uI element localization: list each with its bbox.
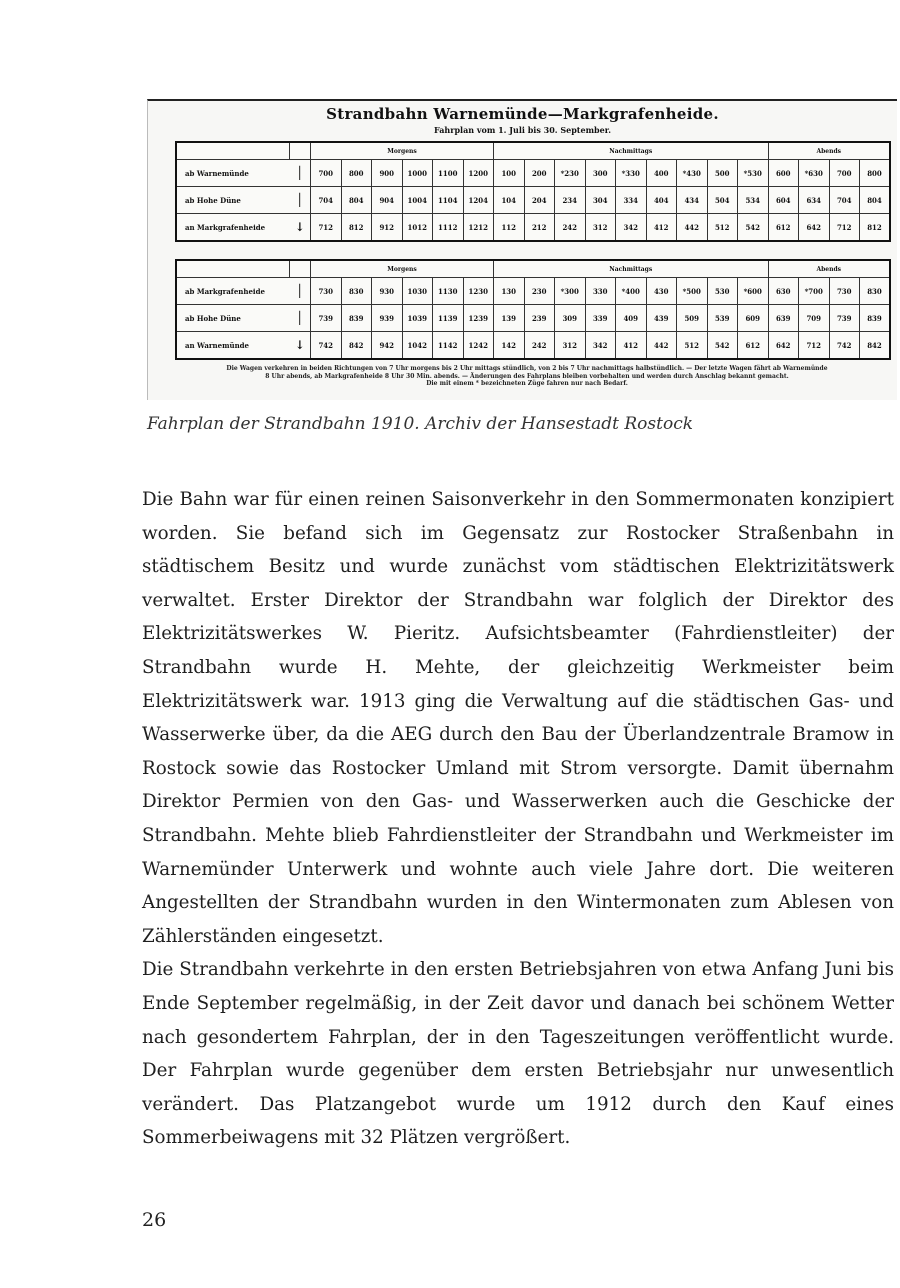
departure-time: 409 (616, 305, 647, 332)
departure-time: *430 (677, 160, 708, 187)
departure-time: 1104 (433, 187, 464, 214)
departure-time: 300 (585, 160, 616, 187)
timetable-outbound (175, 141, 891, 242)
header-blank (176, 142, 290, 160)
period-header: Morgens (311, 142, 494, 160)
table-row (176, 160, 890, 187)
departure-time: 400 (646, 160, 677, 187)
departure-time: 342 (585, 332, 616, 360)
page-number: 26 (142, 1209, 167, 1231)
departure-time: 800 (860, 160, 891, 187)
departure-time: 739 (311, 305, 342, 332)
timetable-title: Strandbahn Warnemünde—Markgrafenheide. (326, 105, 719, 123)
period-header: Abends (768, 260, 890, 278)
departure-time: 1004 (402, 187, 433, 214)
timetable-inbound (175, 259, 891, 360)
departure-time: 312 (585, 214, 616, 242)
table-row (176, 305, 890, 332)
header-blank (290, 260, 311, 278)
departure-time: 1230 (463, 278, 494, 305)
departure-time: *600 (738, 278, 769, 305)
departure-time: 604 (768, 187, 799, 214)
departure-time: 504 (707, 187, 738, 214)
timetable-subtitle: Fahrplan vom 1. Juli bis 30. September. (434, 125, 611, 135)
departure-time: 330 (585, 278, 616, 305)
departure-time: 1142 (433, 332, 464, 360)
departure-time: 112 (494, 214, 525, 242)
departure-time: 339 (585, 305, 616, 332)
departure-time: 442 (677, 214, 708, 242)
departure-time: 712 (829, 214, 860, 242)
departure-time: 642 (768, 332, 799, 360)
period-header: Nachmittags (494, 260, 769, 278)
departure-time: 842 (860, 332, 891, 360)
departure-time: 500 (707, 160, 738, 187)
departure-time: *330 (616, 160, 647, 187)
departure-time: 730 (311, 278, 342, 305)
departure-time: 709 (799, 305, 830, 332)
departure-time: 230 (524, 278, 555, 305)
departure-time: 512 (707, 214, 738, 242)
departure-time: 839 (860, 305, 891, 332)
departure-time: 712 (311, 214, 342, 242)
departure-time: 430 (646, 278, 677, 305)
departure-time: 804 (341, 187, 372, 214)
departure-time: 612 (768, 214, 799, 242)
table-row (176, 278, 890, 305)
departure-time: 739 (829, 305, 860, 332)
period-header: Nachmittags (494, 142, 769, 160)
departure-time: 439 (646, 305, 677, 332)
departure-time: 404 (646, 187, 677, 214)
departure-time: *530 (738, 160, 769, 187)
departure-time: 842 (341, 332, 372, 360)
departure-time: 812 (860, 214, 891, 242)
departure-time: *500 (677, 278, 708, 305)
departure-time: 512 (677, 332, 708, 360)
departure-time: 704 (311, 187, 342, 214)
period-header: Abends (768, 142, 890, 160)
departure-time: 904 (372, 187, 403, 214)
direction-arrow-icon: ↓ (290, 214, 311, 242)
departure-time: 334 (616, 187, 647, 214)
departure-time: 942 (372, 332, 403, 360)
departure-time: 442 (646, 332, 677, 360)
paragraph: Die Strandbahn verkehrte in den ersten Betriebsjahren von etwa Anfang Juni bis Ende September regelmäßig, in der Zeit davor und danach bei schönem Wetter nach gesondertem Fahrplan, der in den Tageszeitungen veröffentlicht wurde. Der Fahrplan wurde gegenüber dem ersten Betriebsjahr nur unwesentlich verändert. Das Platzangebot wurde um 1912 durch den Kauf eines Sommerbeiwagens mit 32 Plätzen vergrößert. (142, 959, 894, 1149)
departure-time: 1239 (463, 305, 494, 332)
header-blank (176, 260, 290, 278)
departure-time: 939 (372, 305, 403, 332)
departure-time: 534 (738, 187, 769, 214)
direction-arrow-icon: │ (290, 278, 311, 305)
departure-time: 242 (555, 214, 586, 242)
departure-time: *300 (555, 278, 586, 305)
departure-time: 1242 (463, 332, 494, 360)
departure-time: 509 (677, 305, 708, 332)
station-name: ab Hohe Düne (176, 305, 290, 332)
departure-time: 642 (799, 214, 830, 242)
departure-time: 142 (494, 332, 525, 360)
departure-time: 742 (311, 332, 342, 360)
departure-time: 1012 (402, 214, 433, 242)
timetable-note: 8 Uhr abends, ab Markgrafenheide 8 Uhr 30 Min. abends. — Änderungen des Fahrplans bleiben vorbehalten und werden durch Anschlag bekannt gemacht. (265, 372, 789, 380)
departure-time: 1030 (402, 278, 433, 305)
departure-time: 234 (555, 187, 586, 214)
departure-time: 730 (829, 278, 860, 305)
departure-time: 830 (341, 278, 372, 305)
departure-time: 634 (799, 187, 830, 214)
departure-time: 700 (311, 160, 342, 187)
direction-arrow-icon: ↓ (290, 332, 311, 360)
period-header: Morgens (311, 260, 494, 278)
departure-time: 1200 (463, 160, 494, 187)
departure-time: 1039 (402, 305, 433, 332)
departure-time: 1139 (433, 305, 464, 332)
timetable-image (147, 99, 897, 400)
departure-time: 812 (341, 214, 372, 242)
departure-time: 309 (555, 305, 586, 332)
departure-time: 542 (738, 214, 769, 242)
departure-time: 1000 (402, 160, 433, 187)
departure-time: 1204 (463, 187, 494, 214)
station-name: an Markgrafenheide (176, 214, 290, 242)
departure-time: 542 (707, 332, 738, 360)
figure-caption: Fahrplan der Strandbahn 1910. Archiv der Hansestadt Rostock (147, 414, 694, 434)
departure-time: 700 (829, 160, 860, 187)
departure-time: 630 (768, 278, 799, 305)
direction-arrow-icon: │ (290, 305, 311, 332)
station-name: an Warnemünde (176, 332, 290, 360)
departure-time: 830 (860, 278, 891, 305)
station-name: ab Markgrafenheide (176, 278, 290, 305)
direction-arrow-icon: │ (290, 187, 311, 214)
direction-arrow-icon: │ (290, 160, 311, 187)
departure-time: *630 (799, 160, 830, 187)
departure-time: 304 (585, 187, 616, 214)
table-row (176, 187, 890, 214)
table-row (176, 214, 890, 242)
departure-time: 104 (494, 187, 525, 214)
departure-time: *400 (616, 278, 647, 305)
departure-time: 742 (829, 332, 860, 360)
station-name: ab Warnemünde (176, 160, 290, 187)
departure-time: 312 (555, 332, 586, 360)
departure-time: *230 (555, 160, 586, 187)
departure-time: 412 (646, 214, 677, 242)
departure-time: 804 (860, 187, 891, 214)
departure-time: 639 (768, 305, 799, 332)
timetable-note: Die mit einem * bezeichneten Züge fahren nur nach Bedarf. (426, 380, 628, 387)
departure-time: 212 (524, 214, 555, 242)
departure-time: 130 (494, 278, 525, 305)
departure-time: 930 (372, 278, 403, 305)
departure-time: 1130 (433, 278, 464, 305)
timetable-note: Die Wagen verkehren in beiden Richtungen von 7 Uhr morgens bis 2 Uhr mittags stündlich, von 2 bis 7 Uhr nachmittags halbstündlich. — Der letzte Wagen fährt ab Warnemünde (226, 365, 828, 372)
departure-time: 412 (616, 332, 647, 360)
departure-time: 239 (524, 305, 555, 332)
departure-time: 839 (341, 305, 372, 332)
departure-time: 434 (677, 187, 708, 214)
paragraph: Die Bahn war für einen reinen Saisonverkehr in den Sommermonaten konzipiert worden. Sie befand sich im Gegensatz zur Rostocker Straßenbahn in städtischem Besitz und wurde zunächst vom städtischen Elektrizitätswerk verwaltet. Erster Direktor der Strandbahn war folglich der Direktor des Elektrizitätswerkes W. Pieritz. Aufsichtsbeamter (Fahrdienstleiter) der Strandbahn wurde H. Mehte, der gleichzeitig Werkmeister beim Elektrizitätswerk war. 1913 ging die Verwaltung auf die städtischen Gas- und Wasserwerke über, da die AEG durch den Bau der Überlandzentrale Bramow in Rostock sowie das Rostocker Umland mit Strom versorgte. Damit übernahm Direktor Permien von den Gas- und Wasserwerken auch die Geschicke der Strandbahn. Mehte blieb Fahrdienstleiter der Strandbahn und Werkmeister im Warnemünder Unterwerk und wohnte auch viele Jahre dort. Die weiteren Angestellten der Strandbahn wurden in den Wintermonaten zum Ablesen von Zählerständen eingesetzt. (142, 489, 894, 947)
body-text (142, 483, 894, 1155)
departure-time: 530 (707, 278, 738, 305)
departure-time: 342 (616, 214, 647, 242)
departure-time: 612 (738, 332, 769, 360)
departure-time: 204 (524, 187, 555, 214)
station-name: ab Hohe Düne (176, 187, 290, 214)
departure-time: 1212 (463, 214, 494, 242)
departure-time: 800 (341, 160, 372, 187)
departure-time: 704 (829, 187, 860, 214)
header-blank (290, 142, 311, 160)
departure-time: 1100 (433, 160, 464, 187)
departure-time: 712 (799, 332, 830, 360)
departure-time: 609 (738, 305, 769, 332)
departure-time: 600 (768, 160, 799, 187)
departure-time: 139 (494, 305, 525, 332)
departure-time: *700 (799, 278, 830, 305)
departure-time: 1112 (433, 214, 464, 242)
timetable-notes (168, 365, 886, 388)
departure-time: 242 (524, 332, 555, 360)
departure-time: 200 (524, 160, 555, 187)
departure-time: 1042 (402, 332, 433, 360)
departure-time: 100 (494, 160, 525, 187)
departure-time: 539 (707, 305, 738, 332)
departure-time: 912 (372, 214, 403, 242)
departure-time: 900 (372, 160, 403, 187)
table-row (176, 332, 890, 360)
